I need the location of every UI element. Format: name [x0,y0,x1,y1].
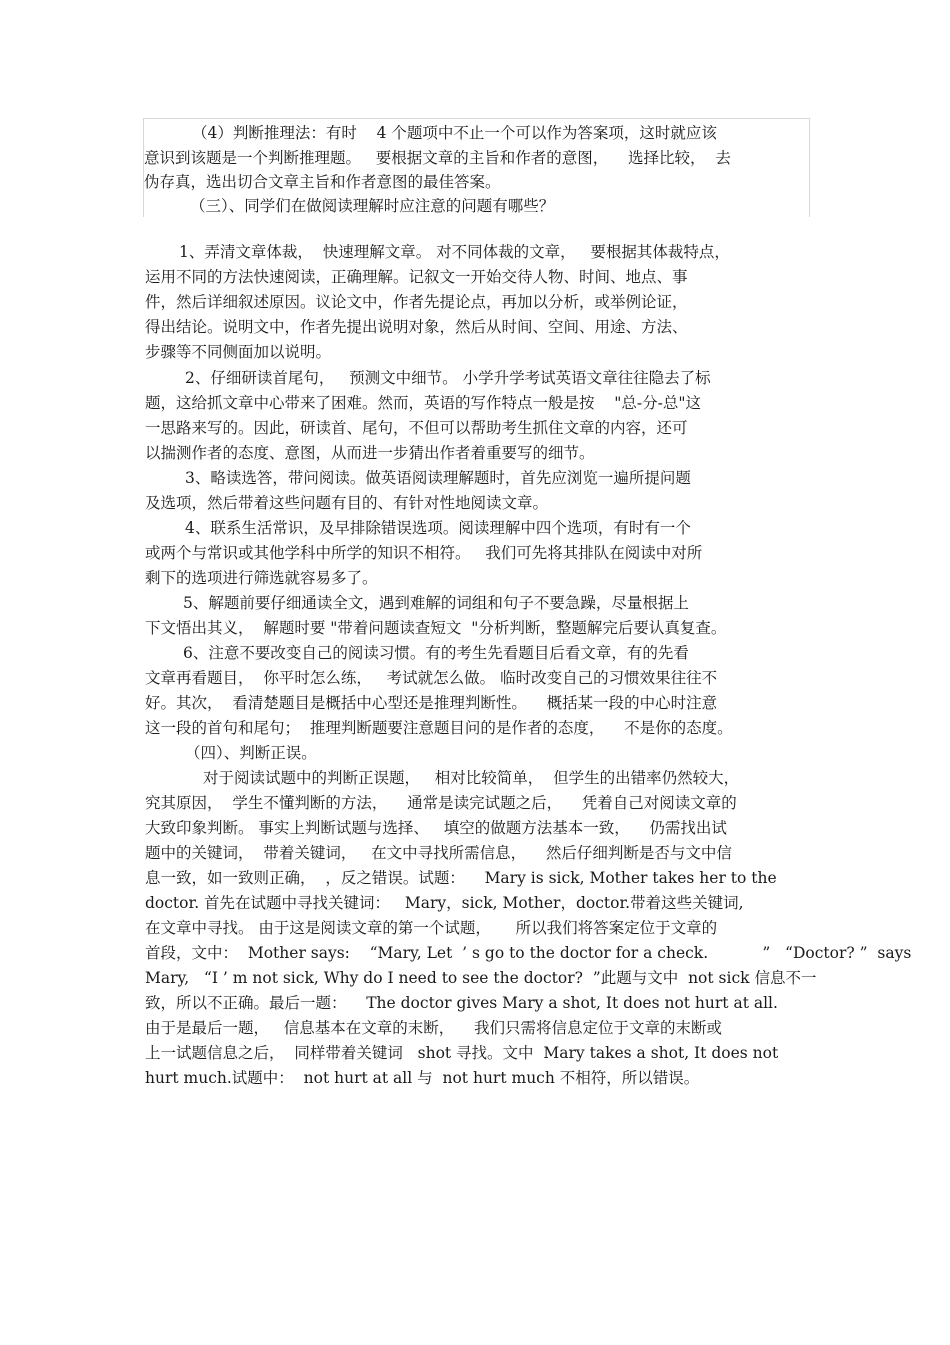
paragraph-line: 或两个与常识或其他学科中所学的知识不相符。 我们可先将其排队在阅读中对所 [145,544,703,562]
paragraph-line: 一思路来写的。因此，研读首、尾句，不但可以帮助考生抓住文章的内容，还可 [145,419,688,437]
paragraph-line: 4、联系生活常识，及早排除错误选项。阅读理解中四个选项，有时有一个 [185,519,691,537]
paragraph-line: 下文悟出其义， 解题时要 "带着问题读查短文 "分析判断，整题解完后要认真复查。 [145,619,727,637]
intro-line: 意识到该题是一个判断推理题。 要根据文章的主旨和作者的意图， 选择比较， 去 [144,149,731,167]
paragraph-line: Mary, “I ’ m not sick, Why do I need to see the doctor? ”此题与文中 not sick 信息不一 [145,969,817,987]
paragraph-line: 剩下的选项进行筛选就容易多了。 [145,569,378,587]
paragraph-line: 运用不同的方法快速阅读，正确理解。记叙文一开始交待人物、时间、地点、事 [145,268,688,286]
paragraph-line: 这一段的首句和尾句； 推理判断题要注意题目问的是作者的态度， 不是你的态度。 [145,719,733,737]
paragraph-line: 大致印象判断。 事实上判断试题与选择、 填空的做题方法基本一致， 仍需找出试 [145,819,727,837]
intro-line: （4）判断推理法：有时 4 个题项中不止一个可以作为答案项，这时就应该 [192,124,717,142]
paragraph-line: 由于是最后一题， 信息基本在文章的末断， 我们只需将信息定位于文章的末断或 [145,1019,722,1037]
paragraph-line: hurt much.试题中： not hurt at all 与 not hurt much 不相符，所以错误。 [145,1069,700,1087]
paragraph-line: 6、注意不要改变自己的阅读习惯。有的考生先看题目后看文章，有的先看 [183,644,689,662]
section-heading: （三）、同学们在做阅读理解时应注意的问题有哪些？ [190,197,555,215]
paragraph-line: 文章再看题目， 你平时怎么练， 考试就怎么做。 临时改变自己的习惯效果往往不 [145,669,718,687]
paragraph-line: 以揣测作者的态度、意图，从而进一步猜出作者着重要写的细节。 [145,444,595,462]
paragraph-line: 1、弄清文章体裁， 快速理解文章。 对不同体裁的文章， 要根据其体裁特点， [179,243,730,261]
paragraph-line: 件，然后详细叙述原因。议论文中，作者先提论点，再加以分析，或举例论证， [145,293,688,311]
intro-line: 伪存真，选出切合文章主旨和作者意图的最佳答案。 [144,173,501,191]
paragraph-line: 得出结论。说明文中，作者先提出说明对象，然后从时间、空间、用途、方法、 [145,318,688,336]
paragraph-line: doctor. 首先在试题中寻找关键词： Mary，sick, Mother，doctor.带着这些关键词, [145,894,744,912]
paragraph-line: 致，所以不正确。最后一题： The doctor gives Mary a shot, It does not hurt at all. [145,994,778,1012]
paragraph-line: 题中的关键词， 带着关键词， 在文中寻找所需信息， 然后仔细判断是否与文中信 [145,844,732,862]
paragraph-line: 5、解题前要仔细通读全文，遇到难解的词组和句子不要急躁，尽量根据上 [183,594,689,612]
paragraph-line: 上一试题信息之后， 同样带着关键词 shot 寻找。文中 Mary takes a shot, It does not [145,1044,779,1062]
paragraph-line: 题，这给抓文章中心带来了困难。然而，英语的写作特点一般是按 "总-分-总"这 [145,394,701,412]
intro-section [143,118,810,217]
paragraph-line: 首段，文中： Mother says: “Mary, Let ’ s go to the doctor for a check. ” “Doctor? ” says [145,944,912,962]
paragraph-line: 步骤等不同侧面加以说明。 [145,343,332,361]
paragraph-line: 对于阅读试题中的判断正误题， 相对比较简单， 但学生的出错率仍然较大， [203,769,740,787]
section-heading: （四）、判断正误。 [185,744,317,762]
paragraph-line: 2、仔细研读首尾句， 预测文中细节。 小学升学考试英语文章往往隐去了标 [185,369,711,387]
paragraph-line: 好。其次， 看清楚题目是概括中心型还是推理判断性。 概括某一段的中心时注意 [145,694,718,712]
paragraph-line: 3、略读选答，带问阅读。做英语阅读理解题时，首先应浏览一遍所提问题 [185,469,691,487]
paragraph-line: 及选项，然后带着这些问题有目的、有针对性地阅读文章。 [145,494,549,512]
paragraph-line: 究其原因， 学生不懂判断的方法， 通常是读完试题之后， 凭着自己对阅读文章的 [145,794,737,812]
paragraph-line: 在文章中寻找。 由于这是阅读文章的第一个试题， 所以我们将答案定位于文章的 [145,919,718,937]
paragraph-line: 息一致，如一致则正确， ，反之错误。试题： Mary is sick, Mother takes her to the [145,869,777,887]
